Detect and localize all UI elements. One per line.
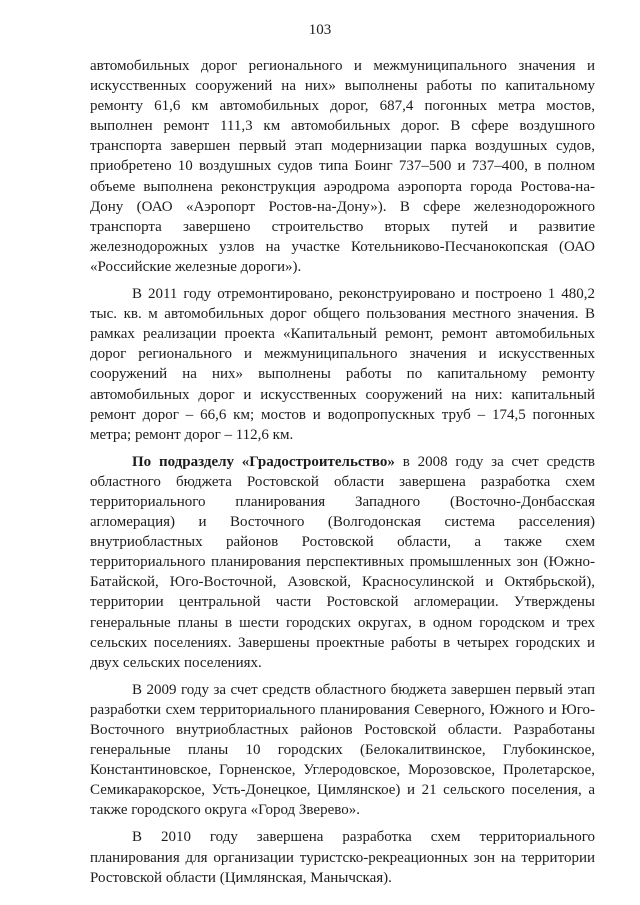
paragraph-2010: [90, 827, 595, 887]
paragraph-text: в 2008 году за счет средств областного бюджета Ростовской области завершена разработка схем территориального планирования Западного (Восточно-Донбасская агломерация) и Восточного (Волгодонская система расселения) внутриобластных районов Ростовской области, а также схем территориального планирования перспективных промышленных зон (Южно-Батайской, Юго-Восточной, Азовской, Красносулинской и Октябрьской), территории центральной части Ростовской агломерации. Утверждены генеральные планы в шести городских округах, в одном городском и трех сельских поселениях. Завершены проектные работы в четырех городских и двух сельских поселениях.: [90, 453, 595, 671]
subsection-heading: По подразделу «Градостроительство»: [132, 453, 395, 470]
paragraph-transport-continuation: [90, 56, 595, 277]
paragraph-2011-roads: [90, 284, 595, 445]
paragraph-text: В 2009 году за счет средств областного бюджета завершен первый этап разработки схем территориального планирования Северного, Южного и Юго-Восточного внутриобластных районов Ростовской области. Разработаны генеральные планы 10 городских (Белокалитвинское, Глубокинское, Константиновское, Горненское, Углеродовское, Морозовское, Пролетарское, Семикаракорское, Усть-Донецкое, Цимлянское) и 21 сельского поселения, а также городского округа «Город Зверево».: [90, 681, 595, 819]
paragraph-text: В 2011 году отремонтировано, реконструировано и построено 1 480,2 тыс. кв. м автомобильных дорог общего пользования местного значения. В рамках реализации проекта «Капитальный ремонт, ремонт автомобильных дорог регионального и межмуниципального значения и искусственных сооружений на них» выполнены работы по капитальному ремонту автомобильных дорог и искусственных сооружений на них: капитальный ремонт дорог – 66,6 км; мостов и водопропускных труб – 174,5 погонных метра; ремонт дорог – 112,6 км.: [90, 286, 595, 443]
paragraph-text: автомобильных дорог регионального и межмуниципального значения и искусственных сооружений на них» выполнены работы по капитальному ремонту 61,6 км автомобильных дорог, 687,4 погонных метра мостов, выполнен ремонт 111,3 км автомобильных дорог. В сфере воздушного транспорта завершен первый этап модернизации парка воздушных судов, приобретено 10 воздушных судов типа Боинг 737–500 и 737–400, в полном объеме выполнена реконструкция аэродрома аэропорта города Ростова-на-Дону (ОАО «Аэропорт Ростов-на-Дону»). В сфере железнодорожного транспорта завершено строительство вторых путей и развитие железнодорожных узлов на участке Котельниково-Песчанокопская (ОАО «Российские железные дороги»).: [90, 58, 595, 275]
paragraph-text: В 2010 году завершена разработка схем территориального планирования для организации туристско-рекреационных зон на территории Ростовской области (Цимлянская, Манычская).: [90, 829, 595, 886]
paragraph-2009: [90, 680, 595, 821]
page-number: 103: [308, 22, 332, 38]
paragraph-urban-planning-2008: [90, 452, 595, 673]
body-text: [90, 56, 595, 895]
